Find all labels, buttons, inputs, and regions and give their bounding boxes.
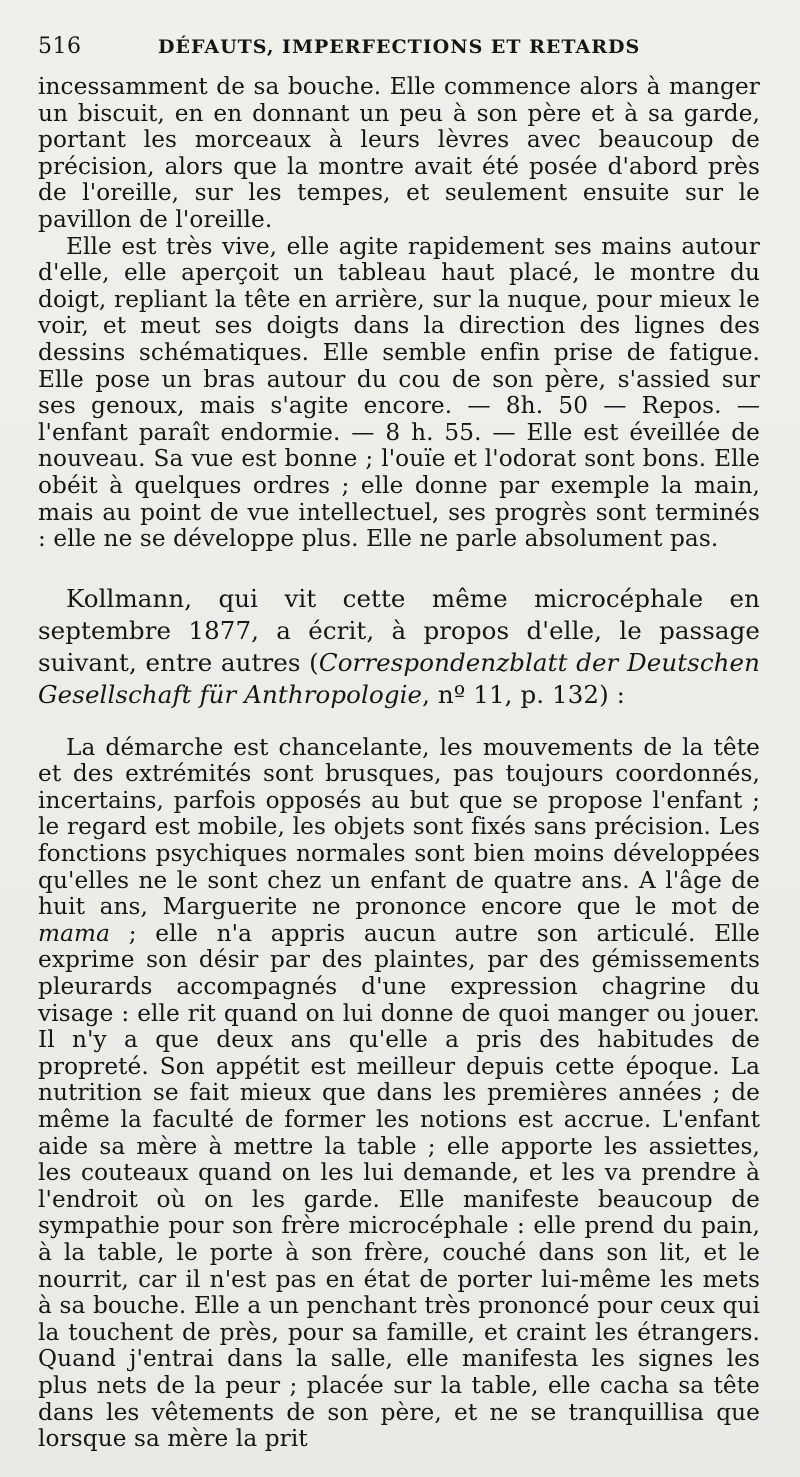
page-number: 516 [38,34,82,59]
quote-part-1: La démarche est chancelante, les mouvements de la tête et des extrémités sont brusques, pas toujours coordonnés, incertains, parfois opposés au but que se propose l'enfant ; le regard est mobile, les objets sont fixés sans précision. Les fonctions psychiques normales sont bien moins développées qu'elles ne le sont chez un enfant de quatre ans. A l'âge de huit ans, Marguerite ne prononce encore que le mot de [38,733,760,921]
page-body [38,74,760,1453]
paragraph-quote [38,735,760,1453]
running-header [38,34,770,74]
paragraph-kollmann [38,583,760,711]
paragraph-1: incessamment de sa bouche. Elle commence alors à manger un biscuit, en en donnant un peu à son père et à sa garde, portant les morceaux à leurs lèvres avec beaucoup de précision, alors que la montre avait été posée d'abord près de l'oreille, sur les tempes, et seulement ensuite sur le pavillon de l'oreille. [38,73,760,233]
citation-reference: , nº 11, p. 132) : [422,679,625,709]
source-citation: Correspondenzblatt der Deutschen Gesellschaft für Anthropologie [38,647,760,709]
quote-part-2: ; elle n'a appris aucun autre son articulé. Elle exprime son désir par des plaintes, par des gémissements pleurards accompagnés d'une expression chagrine du visage : elle rit quand on lui donne de quoi manger ou jouer. Il n'y a que deux ans qu'elle a pris des habitudes de propreté. Son appétit est meilleur depuis cette époque. La nutrition se fait mieux que dans les premières années ; de même la faculté de former les notions est accrue. L'enfant aide sa mère à mettre la table ; elle apporte les assiettes, les couteaux quand on les lui demande, et les va prendre à l'endroit où on les garde. Elle manifeste beaucoup de sympathie pour son frère microcéphale : elle prend du pain, à la table, le porte à son frère, couché dans son lit, et le nourrit, car il n'est pas en état de porter lui-même les mets à sa bouche. Elle a un penchant très prononcé pour ceux qui la touchent de près, pour sa famille, et craint les étrangers. Quand j'entrai dans la salle, elle manifesta les signes les plus nets de la peur ; placée sur la table, elle cacha sa tête dans les vêtements de son père, et ne se tranquillisa que lorsque sa mère la prit [38,919,760,1453]
kollmann-intro: Kollmann, qui vit cette même microcéphale en septembre 1877, a écrit, à propos d'elle, le passage suivant, entre autres ( [38,583,760,677]
running-title: DÉFAUTS, IMPERFECTIONS ET RETARDS [158,36,641,58]
paragraph-2: Elle est très vive, elle agite rapidement ses mains autour d'elle, elle aperçoit un tableau haut placé, le montre du doigt, repliant la tête en arrière, sur la nuque, pour mieux le voir, et meut ses doigts dans la direction des lignes des dessins schématiques. Elle semble enfin prise de fatigue. Elle pose un bras autour du cou de son père, s'assied sur ses genoux, mais s'agite encore. — 8h. 50 — Repos. — l'enfant paraît endormie. — 8 h. 55. — Elle est éveillée de nouveau. Sa vue est bonne ; l'ouïe et l'odorat sont bons. Elle obéit à quelques ordres ; elle donne par exemple la main, mais au point de vue intellectuel, ses progrès sont terminés : elle ne se développe plus. Elle ne parle absolument pas. [38,232,760,553]
quoted-word: mama [38,919,111,947]
